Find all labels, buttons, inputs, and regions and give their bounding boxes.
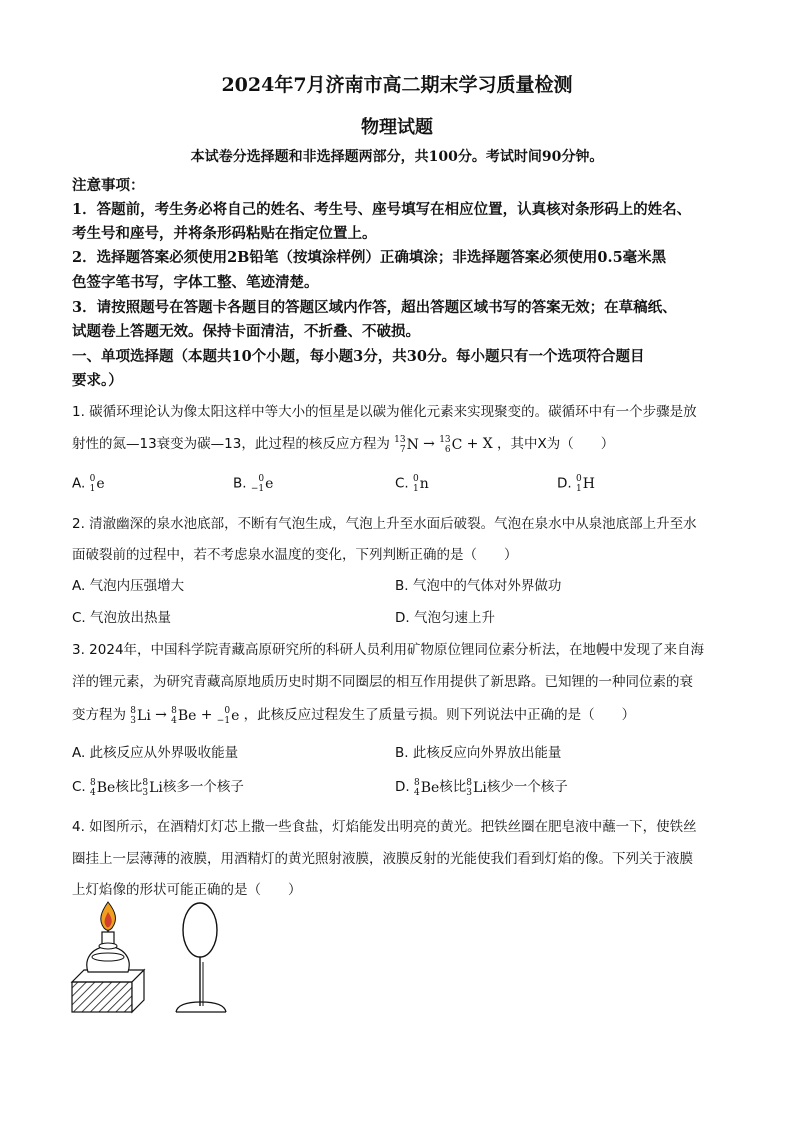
q1-stem-text: 射性的氮—13衰变为碳—13，此过程的核反应方程为 bbox=[72, 436, 390, 452]
charge-number: −1 bbox=[216, 715, 231, 726]
q3-stem-line: 3. 2024年，中国科学院青藏高原研究所的科研人员利用矿物原位锂同位素分析法，在地幔中发现了来自海 bbox=[72, 642, 705, 658]
alcohol-lamp-figure bbox=[66, 900, 156, 1018]
option-letter: C. bbox=[395, 475, 409, 492]
nuclide-c13 bbox=[439, 435, 462, 455]
soap-film-loop bbox=[183, 903, 217, 957]
option-nuclide bbox=[90, 778, 115, 798]
option-nuclide bbox=[414, 778, 439, 798]
nuclide-be8 bbox=[171, 706, 196, 726]
q4-stem-line: 圈挂上一层薄薄的液膜，用酒精灯的黄光照射液膜，液膜反射的光能使我们看到灯焰的像。下列关于液膜 bbox=[72, 851, 693, 867]
notice-line: 色签字笔书写，字体工整、笔迹清楚。 bbox=[72, 274, 319, 291]
charge-number: 4 bbox=[90, 787, 96, 798]
q2-option-b[interactable]: B. 气泡中的气体对外界做功 bbox=[395, 578, 562, 594]
mass-number: 13 bbox=[394, 434, 406, 445]
option-nuclide bbox=[576, 474, 595, 494]
reaction-arrow: → bbox=[155, 707, 167, 723]
element-symbol: e bbox=[265, 476, 274, 492]
element-symbol: Li bbox=[137, 707, 151, 724]
q3-option-b[interactable]: B. 此核反应向外界放出能量 bbox=[395, 745, 562, 761]
option-nuclide bbox=[251, 474, 274, 494]
mass-number: 8 bbox=[130, 705, 137, 716]
plus-sign: + bbox=[466, 436, 479, 452]
mass-number: 8 bbox=[90, 777, 96, 788]
mass-number: 8 bbox=[142, 777, 149, 788]
option-letter: B. bbox=[233, 475, 247, 492]
q3-option-d[interactable] bbox=[395, 775, 568, 798]
mass-number: 8 bbox=[413, 777, 420, 788]
charge-number: 1 bbox=[413, 484, 419, 494]
element-symbol: n bbox=[419, 476, 429, 492]
notice-line: 2．选择题答案必须使用2B铅笔（按填涂样例）正确填涂；非选择题答案必须使用0.5毫米黑 bbox=[72, 249, 667, 266]
option-letter: D. bbox=[557, 475, 572, 492]
mass-number: 0 bbox=[258, 474, 265, 484]
flame-icon bbox=[101, 902, 116, 930]
notice-heading: 注意事项： bbox=[72, 177, 145, 194]
exam-intro: 本试卷分选择题和非选择题两部分，共100分。考试时间90分钟。 bbox=[190, 149, 604, 165]
option-nuclide bbox=[90, 474, 105, 494]
charge-number: 1 bbox=[89, 484, 96, 494]
reaction-arrow: → bbox=[423, 436, 435, 452]
option-text: 核比 bbox=[115, 779, 143, 795]
q3-stem-text: 变方程为 bbox=[72, 707, 126, 723]
q4-stem-line: 4. 如图所示，在酒精灯灯芯上撒一些食盐，灯焰能发出明亮的黄光。把铁丝圈在肥皂液中蘸一下，使铁丝 bbox=[72, 819, 697, 835]
q3-option-a[interactable]: A. 此核反应从外界吸收能量 bbox=[72, 745, 239, 761]
nuclide-li8 bbox=[130, 706, 151, 726]
exam-title: 2024年7月济南市高二期末学习质量检测 bbox=[221, 74, 573, 96]
charge-number: 4 bbox=[171, 715, 177, 726]
charge-number: 3 bbox=[466, 787, 473, 798]
option-nuclide bbox=[142, 778, 163, 798]
charge-number: 4 bbox=[413, 787, 420, 798]
mass-number: 8 bbox=[171, 705, 177, 716]
q3-stem-line: 洋的锂元素，为研究青藏高原地质历史时期不同圈层的相互作用提供了新思路。已知锂的一种同位素的衰 bbox=[72, 674, 693, 690]
notice-line: 试题卷上答题无效。保持卡面清洁，不折叠、不破损。 bbox=[72, 323, 420, 340]
mass-number: 8 bbox=[466, 777, 473, 788]
plus-sign: + bbox=[200, 707, 213, 723]
mass-number: 0 bbox=[224, 705, 231, 716]
option-text: 核多一个核子 bbox=[162, 779, 244, 795]
q1-option-a[interactable] bbox=[72, 474, 105, 494]
notice-line: 考生号和座号，并将条形码粘贴在指定位置上。 bbox=[72, 225, 377, 242]
mass-number: 0 bbox=[413, 474, 419, 484]
unknown-particle: X bbox=[482, 436, 493, 452]
q1-option-b[interactable] bbox=[233, 474, 273, 494]
q1-stem-line bbox=[72, 432, 614, 455]
charge-number: 6 bbox=[444, 444, 451, 455]
q2-option-c[interactable]: C. 气泡放出热量 bbox=[72, 610, 172, 626]
q3-option-c[interactable] bbox=[72, 775, 244, 798]
option-text: 核比 bbox=[439, 779, 467, 795]
option-text: 核少一个核子 bbox=[486, 779, 568, 795]
option-letter: D. bbox=[395, 779, 410, 795]
section-heading: 要求。） bbox=[72, 372, 123, 389]
option-letter: A. bbox=[72, 475, 86, 492]
mass-number: 0 bbox=[89, 474, 96, 484]
q3-stem-text: ，此核反应过程发生了质量亏损。则下列说法中正确的是（ ） bbox=[243, 707, 636, 723]
element-symbol: C bbox=[451, 436, 463, 453]
notice-line: 3．请按照题号在答题卡各题目的答题区域内作答，超出答题区域书写的答案无效；在草稿纸、 bbox=[72, 299, 677, 316]
q1-option-d[interactable] bbox=[557, 474, 595, 494]
element-symbol: Be bbox=[177, 707, 197, 724]
charge-number: 3 bbox=[130, 715, 137, 726]
q2-option-a[interactable]: A. 气泡内压强增大 bbox=[72, 578, 185, 594]
q1-option-c[interactable] bbox=[395, 474, 429, 494]
element-symbol: Li bbox=[473, 779, 487, 796]
element-symbol: Be bbox=[420, 779, 440, 796]
lamp-body bbox=[87, 926, 129, 972]
exam-subject: 物理试题 bbox=[361, 117, 433, 138]
option-nuclide bbox=[466, 778, 487, 798]
charge-number: 1 bbox=[575, 484, 582, 494]
charge-number: 7 bbox=[399, 444, 406, 455]
element-symbol: e bbox=[96, 476, 105, 492]
element-symbol: N bbox=[406, 436, 419, 453]
element-symbol: H bbox=[582, 476, 595, 492]
q4-stem-line: 上灯焰像的形状可能正确的是（ ） bbox=[72, 882, 302, 898]
charge-number: 3 bbox=[142, 787, 149, 798]
notice-line: 1．答题前，考生务必将自己的姓名、考生号、座号填写在相应位置，认真核对条形码上的姓名、 bbox=[72, 201, 692, 218]
q2-stem-line: 面破裂前的过程中，若不考虑泉水温度的变化，下列判断正确的是（ ） bbox=[72, 547, 518, 563]
nuclide-n13 bbox=[394, 435, 419, 455]
charge-number: −1 bbox=[250, 484, 265, 494]
nuclide-electron bbox=[217, 706, 240, 726]
element-symbol: e bbox=[231, 707, 240, 724]
element-symbol: Li bbox=[149, 779, 163, 796]
section-heading: 一、单项选择题（本题共10个小题，每小题3分，共30分。每小题只有一个选项符合题目 bbox=[72, 348, 645, 365]
q2-stem-line: 2. 清澈幽深的泉水池底部，不断有气泡生成，气泡上升至水面后破裂。气泡在泉水中从泉池底部上升至水 bbox=[72, 516, 697, 532]
q2-option-d[interactable]: D. 气泡匀速上升 bbox=[395, 610, 495, 626]
q1-stem-line: 1. 碳循环理论认为像太阳这样中等大小的恒星是以碳为催化元素来实现聚变的。碳循环中有一个步骤是放 bbox=[72, 404, 697, 420]
mass-number: 0 bbox=[575, 474, 582, 484]
q1-stem-text: ，其中X为（ ） bbox=[496, 436, 615, 452]
wire-loop-figure bbox=[168, 902, 238, 1018]
stand-base bbox=[176, 1002, 226, 1012]
q3-stem-line bbox=[72, 703, 635, 726]
wooden-block bbox=[72, 970, 144, 1012]
option-nuclide bbox=[413, 474, 429, 494]
option-letter: C. bbox=[72, 779, 86, 795]
mass-number: 13 bbox=[439, 434, 451, 445]
element-symbol: Be bbox=[96, 779, 116, 796]
